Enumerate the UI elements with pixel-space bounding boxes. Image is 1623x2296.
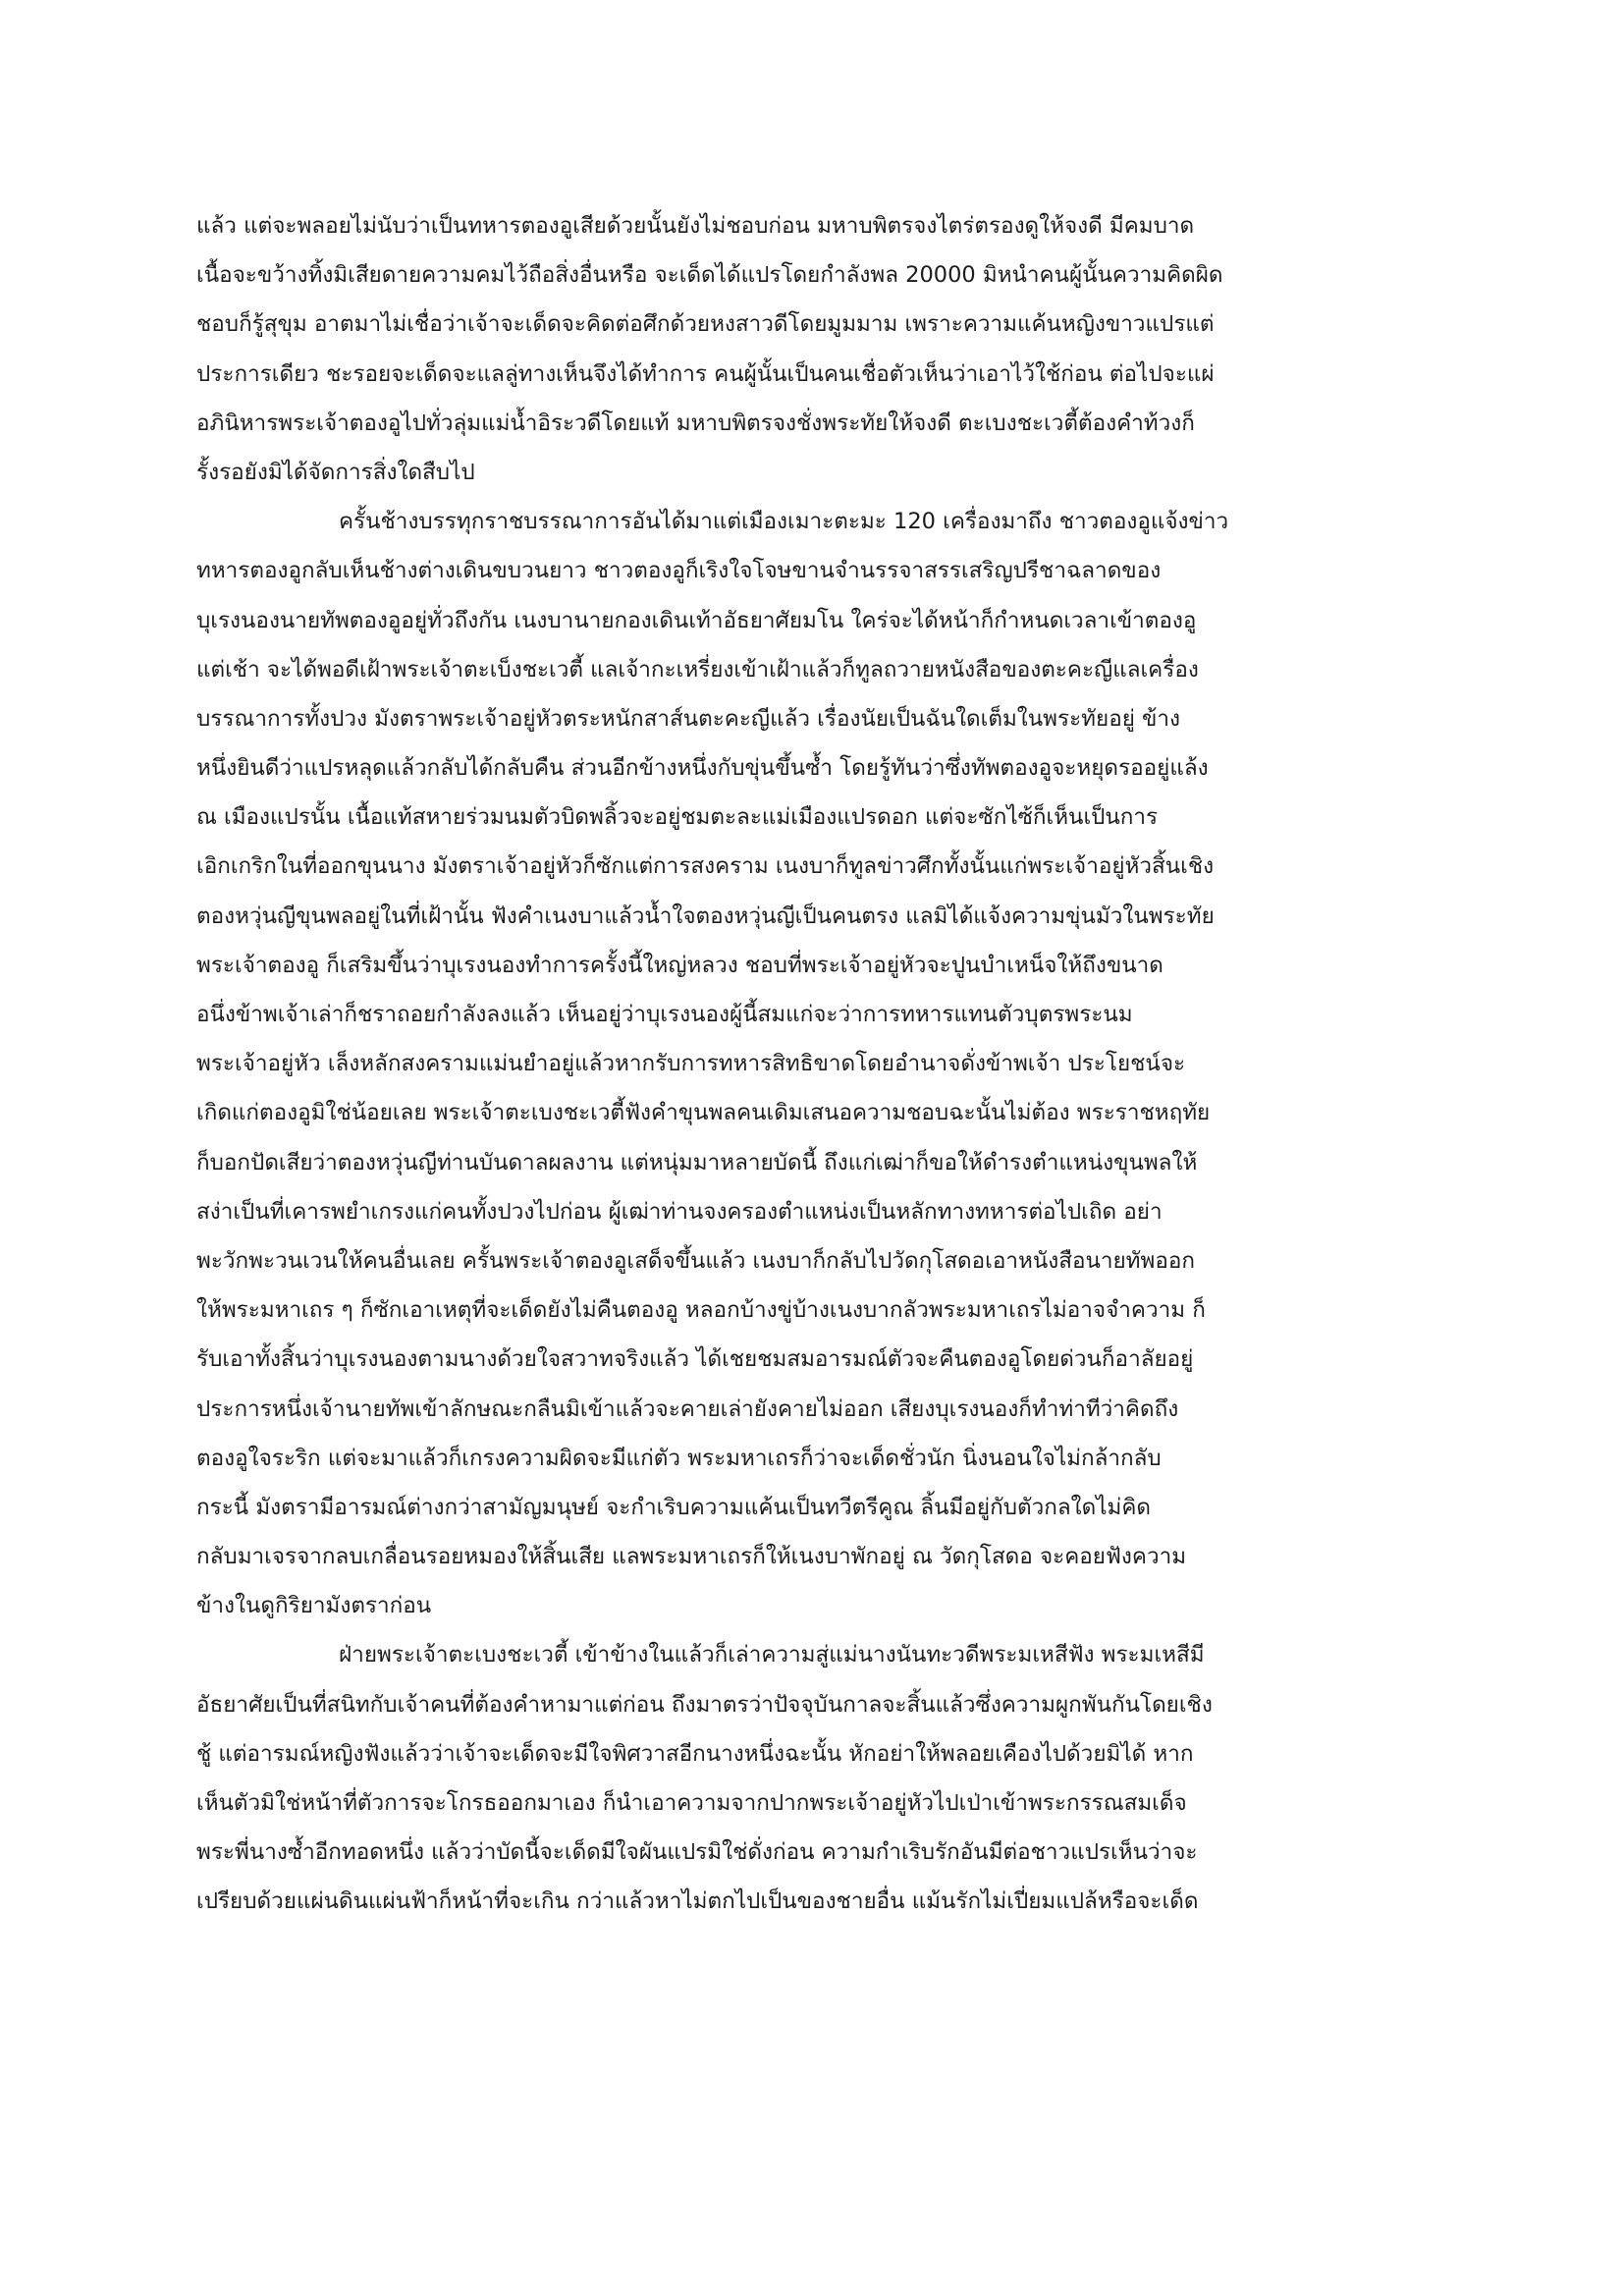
text-line: ข้างในดูกิริยามังตราก่อน — [196, 1593, 432, 1619]
text-line: บุเรงนองนายทัพตองอูอยู่ทั่วถึงกัน เนงบานายกองเดินเท้าอัธยาศัยมโน ใคร่จะได้หน้าก็กำหนดเวลาเข้าตองอู — [196, 607, 1197, 633]
text-line: อัธยาศัยเป็นที่สนิทกับเจ้าคนที่ต้องคำหามาแต่ก่อน ถึงมาตรว่าปัจจุบันกาลจะสิ้นแล้วซึ่งความผูกพันกันโดยเชิง — [196, 1691, 1213, 1718]
text-line: กระนี้ มังตรามีอารมณ์ต่างกว่าสามัญมนุษย์ จะกำเริบความแค้นเป็นทวีตรีคูณ ลิ้นมีอยู่กับตัวกลใดไม่คิด — [196, 1494, 1152, 1520]
text-line: บรรณาการทั้งปวง มังตราพระเจ้าอยู่หัวตระหนักสาส์นตะคะญีแล้ว เรื่องนัยเป็นฉันใดเต็มในพระทัยอยู่ ข้าง — [196, 705, 1181, 732]
text-line: รั้งรอยังมิได้จัดการสิ่งใดสืบไป — [196, 459, 475, 485]
text-line: พระพี่นางซ้ำอีกทอดหนึ่ง แล้วว่าบัดนี้จะเด็ดมีใจผันแปรมิใช่ดั่งก่อน ความกำเริบรักอันมีต่อชาวแปรเห็นว่าจะ — [196, 1839, 1198, 1866]
text-line: แล้ว แต่จะพลอยไม่นับว่าเป็นทหารตองอูเสียด้วยนั้นยังไม่ชอบก่อน มหาบพิตรจงไตร่ตรองดูให้จงดี มีคมบาด — [196, 213, 1195, 239]
text-line: ประการเดียว ชะรอยจะเด็ดจะแลลู่ทางเห็นจึงได้ทำการ คนผู้นั้นเป็นคนเชื่อตัวเห็นว่าเอาไว้ใช้ก่อน ต่อไปจะแผ่ — [196, 360, 1215, 387]
text-line: รับเอาทั้งสิ้นว่าบุเรงนองตามนางด้วยใจสวาทจริงแล้ว ได้เชยชมสมอารมณ์ตัวจะคืนตองอูโดยด่วนก็อาลัยอยู่ — [196, 1346, 1194, 1373]
paragraph-start-line: ฝ่ายพระเจ้าตะเบงชะเวตี้ เข้าข้างในแล้วก็เล่าความสู่แม่นางนันทะวดีพระมเหสีฟัง พระมเหสีมี — [339, 1642, 1205, 1668]
text-line: สง่าเป็นที่เคารพยำเกรงแก่คนทั้งปวงไปก่อน ผู้เฒ่าท่านจงครองตำแหน่งเป็นหลักทางทหารต่อไปเถิด อย่า — [196, 1198, 1163, 1225]
text-line: เห็นตัวมิใช่หน้าที่ตัวการจะโกรธออกมาเอง ก็นำเอาความจากปากพระเจ้าอยู่หัวไปเป่าเข้าพระกรรณสมเด็จ — [196, 1790, 1187, 1816]
text-line: แต่เช้า จะได้พอดีเฝ้าพระเจ้าตะเบ็งชะเวตี้ แลเจ้ากะเหรี่ยงเข้าเฝ้าแล้วก็ทูลถวายหนังสือของตะคะญีแลเครื่อง — [196, 656, 1199, 683]
text-line: พระเจ้าตองอู ก็เสริมขึ้นว่าบุเรงนองทำการครั้งนี้ใหญ่หลวง ชอบที่พระเจ้าอยู่หัวจะปูนบำเหน็จให้ถึงขนาด — [196, 952, 1163, 978]
text-line: กลับมาเจรจากลบเกลื่อนรอยหมองให้สิ้นเสีย แลพระมหาเถรก็ให้เนงบาพักอยู่ ณ วัดกุโสดอ จะคอยฟังความ — [196, 1544, 1187, 1570]
text-line: ณ เมืองแปรนั้น เนื้อแท้สหายร่วมนมตัวบิดพลิ้วจะอยู่ชมตะละแม่เมืองแปรดอก แต่จะซักไซ้ก็เห็นเป็นการ — [196, 804, 1159, 831]
text-line: เนื้อจะขว้างทิ้งมิเสียดายความคมไว้ถือสิ่งอื่นหรือ จะเด็ดได้แปรโดยกำลังพล 20000 มิหนำคนผู้นั้นความคิดผิด — [196, 262, 1223, 289]
text-line: อภินิหารพระเจ้าตองอูไปทั่วลุ่มแม่น้ำอิระวดีโดยแท้ มหาบพิตรจงชั่งพระทัยให้จงดี ตะเบงชะเวตี้ต้องคำท้วงก็ — [196, 410, 1195, 436]
text-line: ทหารตองอูกลับเห็นช้างต่างเดินขบวนยาว ชาวตองอูก็เริงใจโจษขานจำนรรจาสรรเสริญปรีชาฉลาดของ — [196, 558, 1162, 584]
text-line: เปรียบด้วยแผ่นดินแผ่นฟ้าก็หน้าที่จะเกิน กว่าแล้วหาไม่ตกไปเป็นของชายอื่น แม้นรักไม่เปี่ยมแปล้หรือจะเด็ด — [196, 1888, 1199, 1915]
text-line: พะวักพะวนเวนให้คนอื่นเลย ครั้นพระเจ้าตองอูเสด็จขึ้นแล้ว เนงบาก็กลับไปวัดกุโสดอเอาหนังสือนายทัพออก — [196, 1247, 1195, 1274]
text-line: ชู้ แต่อารมณ์หญิงฟังแล้วว่าเจ้าจะเด็ดจะมีใจพิศวาสอีกนางหนึ่งฉะนั้น หักอย่าให้พลอยเคืองไปด้วยมิได้ หาก — [196, 1740, 1194, 1767]
text-line: ประการหนึ่งเจ้านายทัพเข้าลักษณะกลืนมิเข้าแล้วจะคายเล่ายังคายไม่ออก เสียงบุเรงนองก็ทำท่าทีว่าคิดถึง — [196, 1395, 1179, 1422]
text-line: ให้พระมหาเถร ๆ ก็ซักเอาเหตุที่จะเด็ดยังไม่คืนตองอู หลอกบ้างขู่บ้างเนงบากลัวพระมหาเถรไม่อาจจำความ ก็ — [196, 1297, 1206, 1324]
text-line: ตองหวุ่นญีขุนพลอยู่ในที่เฝ้านั้น ฟังคำเนงบาแล้วน้ำใจตองหวุ่นญีเป็นคนตรง แลมิได้แจ้งความขุ่นมัวในพระทัย — [196, 902, 1215, 929]
text-line: ก็บอกปัดเสียว่าตองหวุ่นญีท่านบันดาลผลงาน แต่หนุ่มมาหลายบัดนี้ ถึงแก่เฒ่าก็ขอให้ดำรงตำแหน่งขุนพลให้ — [196, 1149, 1198, 1175]
text-line: ชอบก็รู้สุขุม อาตมาไม่เชื่อว่าเจ้าจะเด็ดจะคิดต่อศึกด้วยหงสาวดีโดยมูมมาม เพราะความแค้นหญิงขาวแปรแต่ — [196, 311, 1215, 338]
text-line: อนึ่งข้าพเจ้าเล่าก็ชราถอยกำลังลงแล้ว เห็นอยู่ว่าบุเรงนองผู้นี้สมแก่จะว่าการทหารแทนตัวบุตรพระนม — [196, 1002, 1133, 1027]
text-line: พระเจ้าอยู่หัว เล็งหลักสงครามแม่นยำอยู่แล้วหากรับการทหารสิทธิขาดโดยอำนาจดั่งข้าพเจ้า ประโยชน์จะ — [196, 1051, 1186, 1077]
text-line: เกิดแก่ตองอูมิใช่น้อยเลย พระเจ้าตะเบงชะเวตี้ฟังคำขุนพลคนเดิมเสนอความชอบฉะนั้นไม่ต้อง พระราชหฤทัย — [196, 1100, 1211, 1126]
text-line: หนึ่งยินดีว่าแปรหลุดแล้วกลับได้กลับคืน ส่วนอีกข้างหนึ่งกับขุ่นขึ้นซ้ำ โดยรู้ทันว่าซึ่งทัพตองอูจะหยุดรออยู่แล้ง — [196, 755, 1209, 782]
text-line: ตองอูใจระริก แต่จะมาแล้วก็เกรงความผิดจะมีแก่ตัว พระมหาเถรก็ว่าจะเด็ดชั่วนัก นิ่งนอนใจไม่กล้ากลับ — [196, 1445, 1162, 1471]
text-line: เอิกเกริกในที่ออกขุนนาง มังตราเจ้าอยู่หัวก็ซักแต่การสงคราม เนงบาก็ทูลข่าวศึกทั้งนั้นแก่พระเจ้าอยู่หัวสิ้นเชิง — [196, 853, 1215, 880]
document-body — [196, 201, 1434, 1927]
paragraph-start-line: ครั้นช้างบรรทุกราชบรรณาการอันได้มาแต่เมืองเมาะตะมะ 120 เครื่องมาถึง ชาวตองอูแจ้งข่าว — [339, 509, 1229, 535]
